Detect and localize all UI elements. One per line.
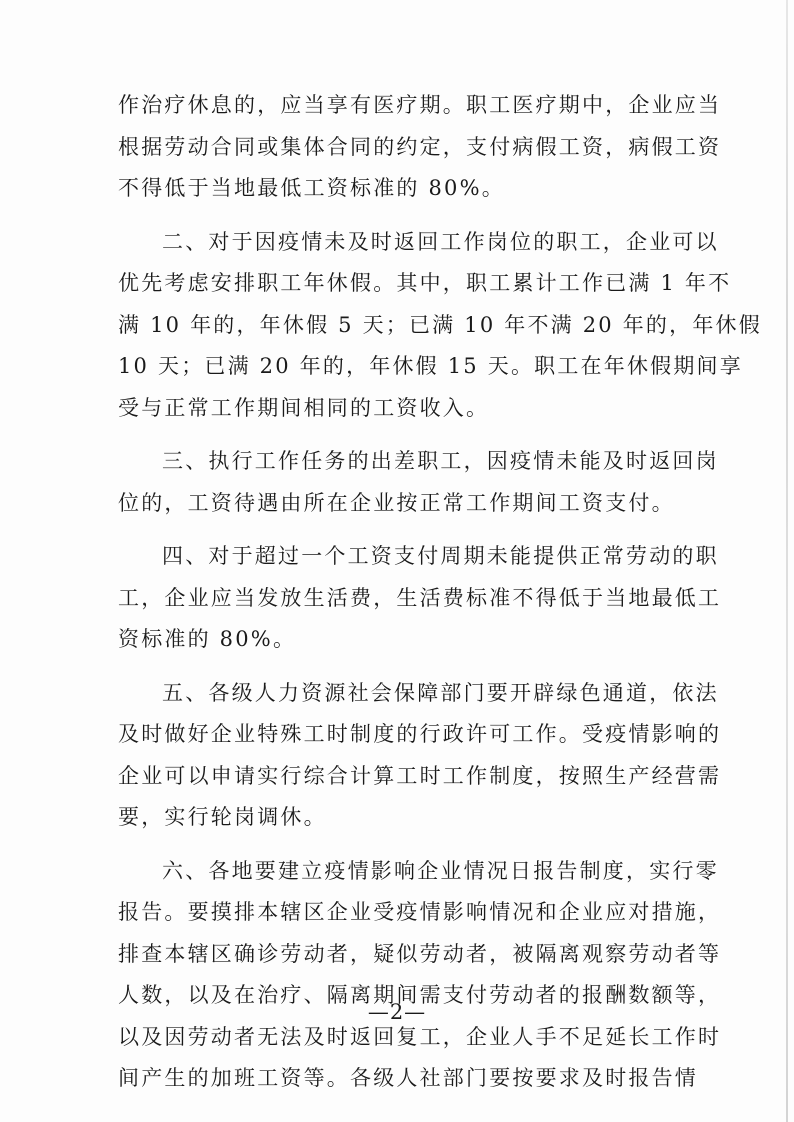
text-line: 三、执行工作任务的出差职工，因疫情未能及时返回岗 bbox=[162, 449, 719, 473]
text-line: 作治疗休息的，应当享有医疗期。职工医疗期中，企业应当 bbox=[118, 93, 722, 117]
text-line: 以及因劳动者无法及时返回复工，企业人手不足延长工作时 bbox=[118, 1024, 722, 1049]
text-line: 要，实行轮岗调休。 bbox=[118, 805, 327, 829]
text-line: 及时做好企业特殊工时制度的行政许可工作。受疫情影响的 bbox=[118, 722, 722, 746]
text-line: 排查本辖区确诊劳动者，疑似劳动者，被隔离观察劳动者等 bbox=[118, 941, 722, 966]
text-line: 满 10 年的，年休假 5 天；已满 10 年不满 20 年的，年休假 bbox=[118, 312, 762, 337]
paragraph bbox=[118, 673, 722, 839]
text-line: 四、对于超过一个工资支付周期未能提供正常劳动的职 bbox=[162, 544, 719, 568]
text-line: 根据劳动合同或集体合同的约定，支付病假工资，病假工资 bbox=[118, 134, 722, 159]
text-line: 企业可以申请实行综合计算工时工作制度，按照生产经营需 bbox=[118, 763, 722, 788]
text-line: 不得低于当地最低工资标准的 80%。 bbox=[118, 176, 505, 200]
text-line: 人数，以及在治疗、隔离期间需支付劳动者的报酬数额等， bbox=[118, 983, 722, 1007]
document-body bbox=[118, 85, 762, 1112]
text-line: 10 天；已满 20 年的，年休假 15 天。职工在年休假期间享 bbox=[118, 354, 743, 378]
text-line: 间产生的加班工资等。各级人社部门要按要求及时报告情 bbox=[118, 1066, 698, 1090]
text-line: 二、对于因疫情未及时返回工作岗位的职工，企业可以 bbox=[162, 229, 719, 254]
text-line: 优先考虑安排职工年休假。其中，职工累计工作已满 1 年不 bbox=[118, 271, 732, 295]
text-line: 资标准的 80%。 bbox=[118, 627, 297, 651]
paragraph bbox=[118, 441, 719, 524]
text-line: 报告。要摸排本辖区企业受疫情影响情况和企业应对措施， bbox=[118, 900, 722, 924]
text-line: 六、各地要建立疫情影响企业情况日报告制度，实行零 bbox=[162, 858, 719, 883]
text-line: 工，企业应当发放生活费，生活费标准不得低于当地最低工 bbox=[118, 585, 722, 610]
paragraph bbox=[118, 85, 722, 210]
paragraph bbox=[118, 536, 722, 661]
page-number: —2— bbox=[367, 1000, 427, 1024]
text-line: 受与正常工作期间相同的工资收入。 bbox=[118, 395, 490, 420]
paragraph bbox=[118, 222, 762, 430]
scan-edge-shadow bbox=[786, 0, 788, 1122]
text-line: 位的，工资待遇由所在企业按正常工作期间工资支付。 bbox=[118, 490, 675, 515]
paragraph bbox=[118, 851, 722, 1100]
text-line: 五、各级人力资源社会保障部门要开辟绿色通道，依法 bbox=[162, 680, 719, 705]
